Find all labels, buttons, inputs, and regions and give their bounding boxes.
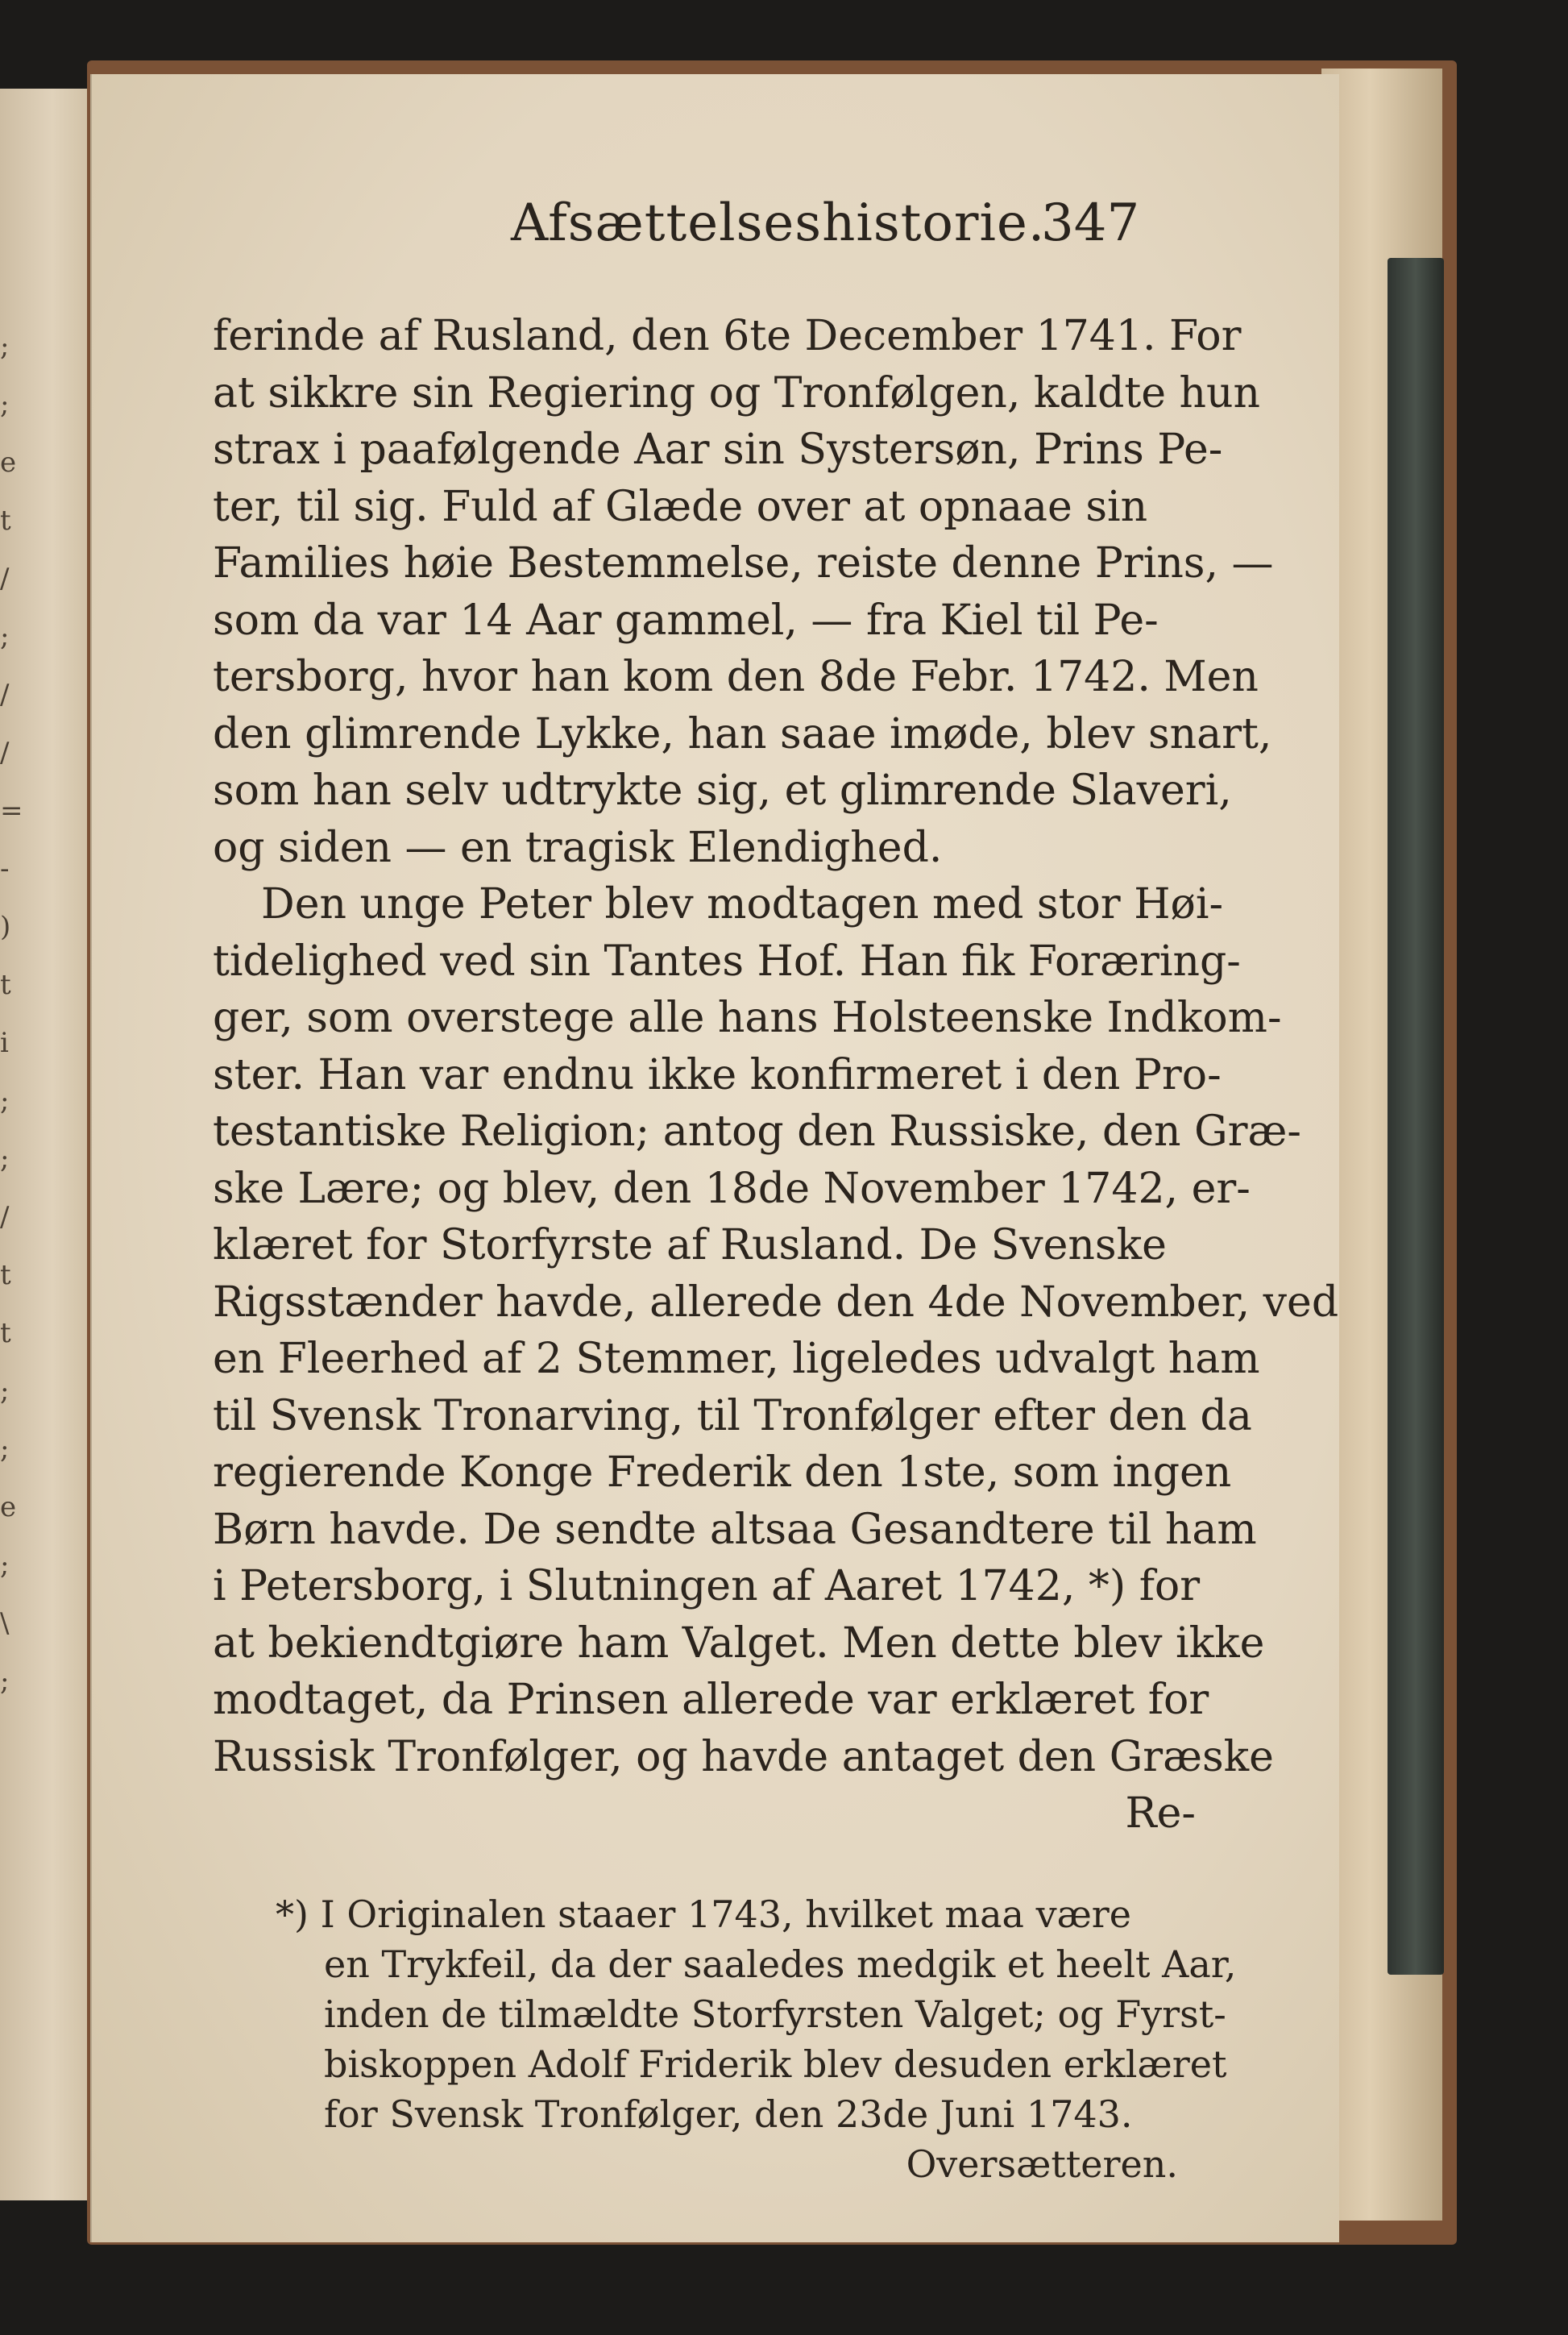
text-line: ter, til sig. Fuld af Glæde over at opnaae sin: [213, 482, 1148, 531]
text-line: som da var 14 Aar gammel, — fra Kiel til Pe-: [213, 596, 1159, 645]
catchword: Re-: [1125, 1789, 1196, 1838]
facing-page-fragment: ;: [0, 1433, 10, 1465]
page-number: 347: [1041, 193, 1140, 253]
facing-page-fragment: ;: [0, 1549, 10, 1581]
text-line: Den unge Peter blev modtagen med stor Høi-: [261, 880, 1224, 929]
text-line: til Svensk Tronarving, til Tronfølger efter den da: [213, 1391, 1252, 1440]
text-line: tidelighed ved sin Tantes Hof. Han fik Foræring-: [213, 937, 1241, 986]
facing-page-fragment: ;: [0, 330, 10, 363]
facing-page-fragment: ;: [0, 1085, 10, 1117]
facing-page-fragment: t: [0, 1259, 11, 1291]
facing-page-fragment: /: [0, 679, 10, 711]
book-page: [90, 74, 1339, 2242]
facing-page-fragment: e: [0, 1491, 17, 1523]
facing-page-fragment: =: [0, 795, 23, 827]
footnote-line: *) I Originalen staaer 1743, hvilket maa være: [276, 1893, 1132, 1936]
facing-page-fragment: e: [0, 447, 17, 479]
facing-page-fragment: t: [0, 969, 11, 1001]
facing-page-fragment: ;: [0, 1143, 10, 1175]
facing-page-fragment: /: [0, 737, 10, 769]
text-line: Børn havde. De sendte altsaa Gesandtere til ham: [213, 1505, 1257, 1554]
facing-page-fragment: /: [0, 1201, 10, 1233]
text-line: klæret for Storfyrste af Rusland. De Svenske: [213, 1221, 1167, 1269]
running-title: Afsættelseshistorie.: [511, 193, 1046, 253]
main-text: [213, 308, 1339, 1843]
text-line: tersborg, hvor han kom den 8de Febr. 1742. Men: [213, 653, 1259, 701]
text-line: ster. Han var endnu ikke konfirmeret i den Pro-: [213, 1050, 1222, 1099]
facing-page-edge: [0, 89, 89, 2200]
text-line: i Petersborg, i Slutningen af Aaret 1742, *) for: [213, 1562, 1201, 1610]
facing-page-fragment: i: [0, 1027, 9, 1059]
footnote-line: for Svensk Tronfølger, den 23de Juni 1743.: [324, 2092, 1133, 2136]
cover-spine-strip: [1388, 258, 1444, 1975]
text-line: ger, som overstege alle hans Holsteenske Indkom-: [213, 994, 1282, 1042]
facing-page-fragment: ): [0, 911, 11, 943]
text-line: at bekiendtgiøre ham Valget. Men dette blev ikke: [213, 1618, 1265, 1668]
facing-page-fragment: ;: [0, 388, 10, 421]
text-line: som han selv udtrykte sig, et glimrende Slaveri,: [213, 767, 1232, 815]
footnote-line: en Trykfeil, da der saaledes medgik et heelt Aar,: [324, 1942, 1237, 1986]
facing-page-fragment: ;: [0, 621, 10, 653]
facing-page-fragment: t: [0, 505, 11, 537]
text-line: testantiske Religion; antog den Russiske, den Græ-: [213, 1107, 1301, 1156]
text-line: ferinde af Rusland, den 6te December 1741. For: [213, 312, 1242, 360]
page-header: [92, 193, 1339, 266]
text-line: strax i paafølgende Aar sin Systersøn, Prins Pe-: [213, 426, 1223, 474]
facing-page-fragment: -: [0, 853, 10, 885]
facing-page-fragment: ;: [0, 1665, 10, 1697]
facing-page-fragment: \: [0, 1607, 10, 1639]
text-line: Families høie Bestemmelse, reiste denne Prins, —: [213, 539, 1274, 588]
footnote: [276, 1889, 1291, 2189]
text-line: regierende Konge Frederik den 1ste, som ingen: [213, 1448, 1232, 1497]
footnote-line: biskoppen Adolf Friderik blev desuden erklæret: [324, 2042, 1227, 2086]
footnote-line: inden de tilmældte Storfyrsten Valget; og Fyrst-: [324, 1992, 1226, 2036]
facing-page-fragment: t: [0, 1317, 11, 1349]
text-line: en Fleerhed af 2 Stemmer, ligeledes udvalgt ham: [213, 1335, 1260, 1383]
footnote-signoff: Oversætteren.: [906, 2142, 1178, 2186]
text-line: at sikkre sin Regiering og Tronfølgen, kaldte hun: [213, 368, 1261, 418]
text-line: og siden — en tragisk Elendighed.: [213, 823, 943, 872]
text-line: Rigsstænder havde, allerede den 4de November, ved: [213, 1278, 1339, 1327]
text-line: ske Lære; og blev, den 18de November 1742, er-: [213, 1164, 1251, 1213]
facing-page-fragment: ;: [0, 1375, 10, 1407]
facing-page-fragment: /: [0, 563, 10, 595]
text-line: den glimrende Lykke, han saae imøde, blev snart,: [213, 709, 1272, 758]
text-line: modtaget, da Prinsen allerede var erklæret for: [213, 1676, 1209, 1724]
text-line: Russisk Tronfølger, og havde antaget den Græske: [213, 1732, 1274, 1781]
